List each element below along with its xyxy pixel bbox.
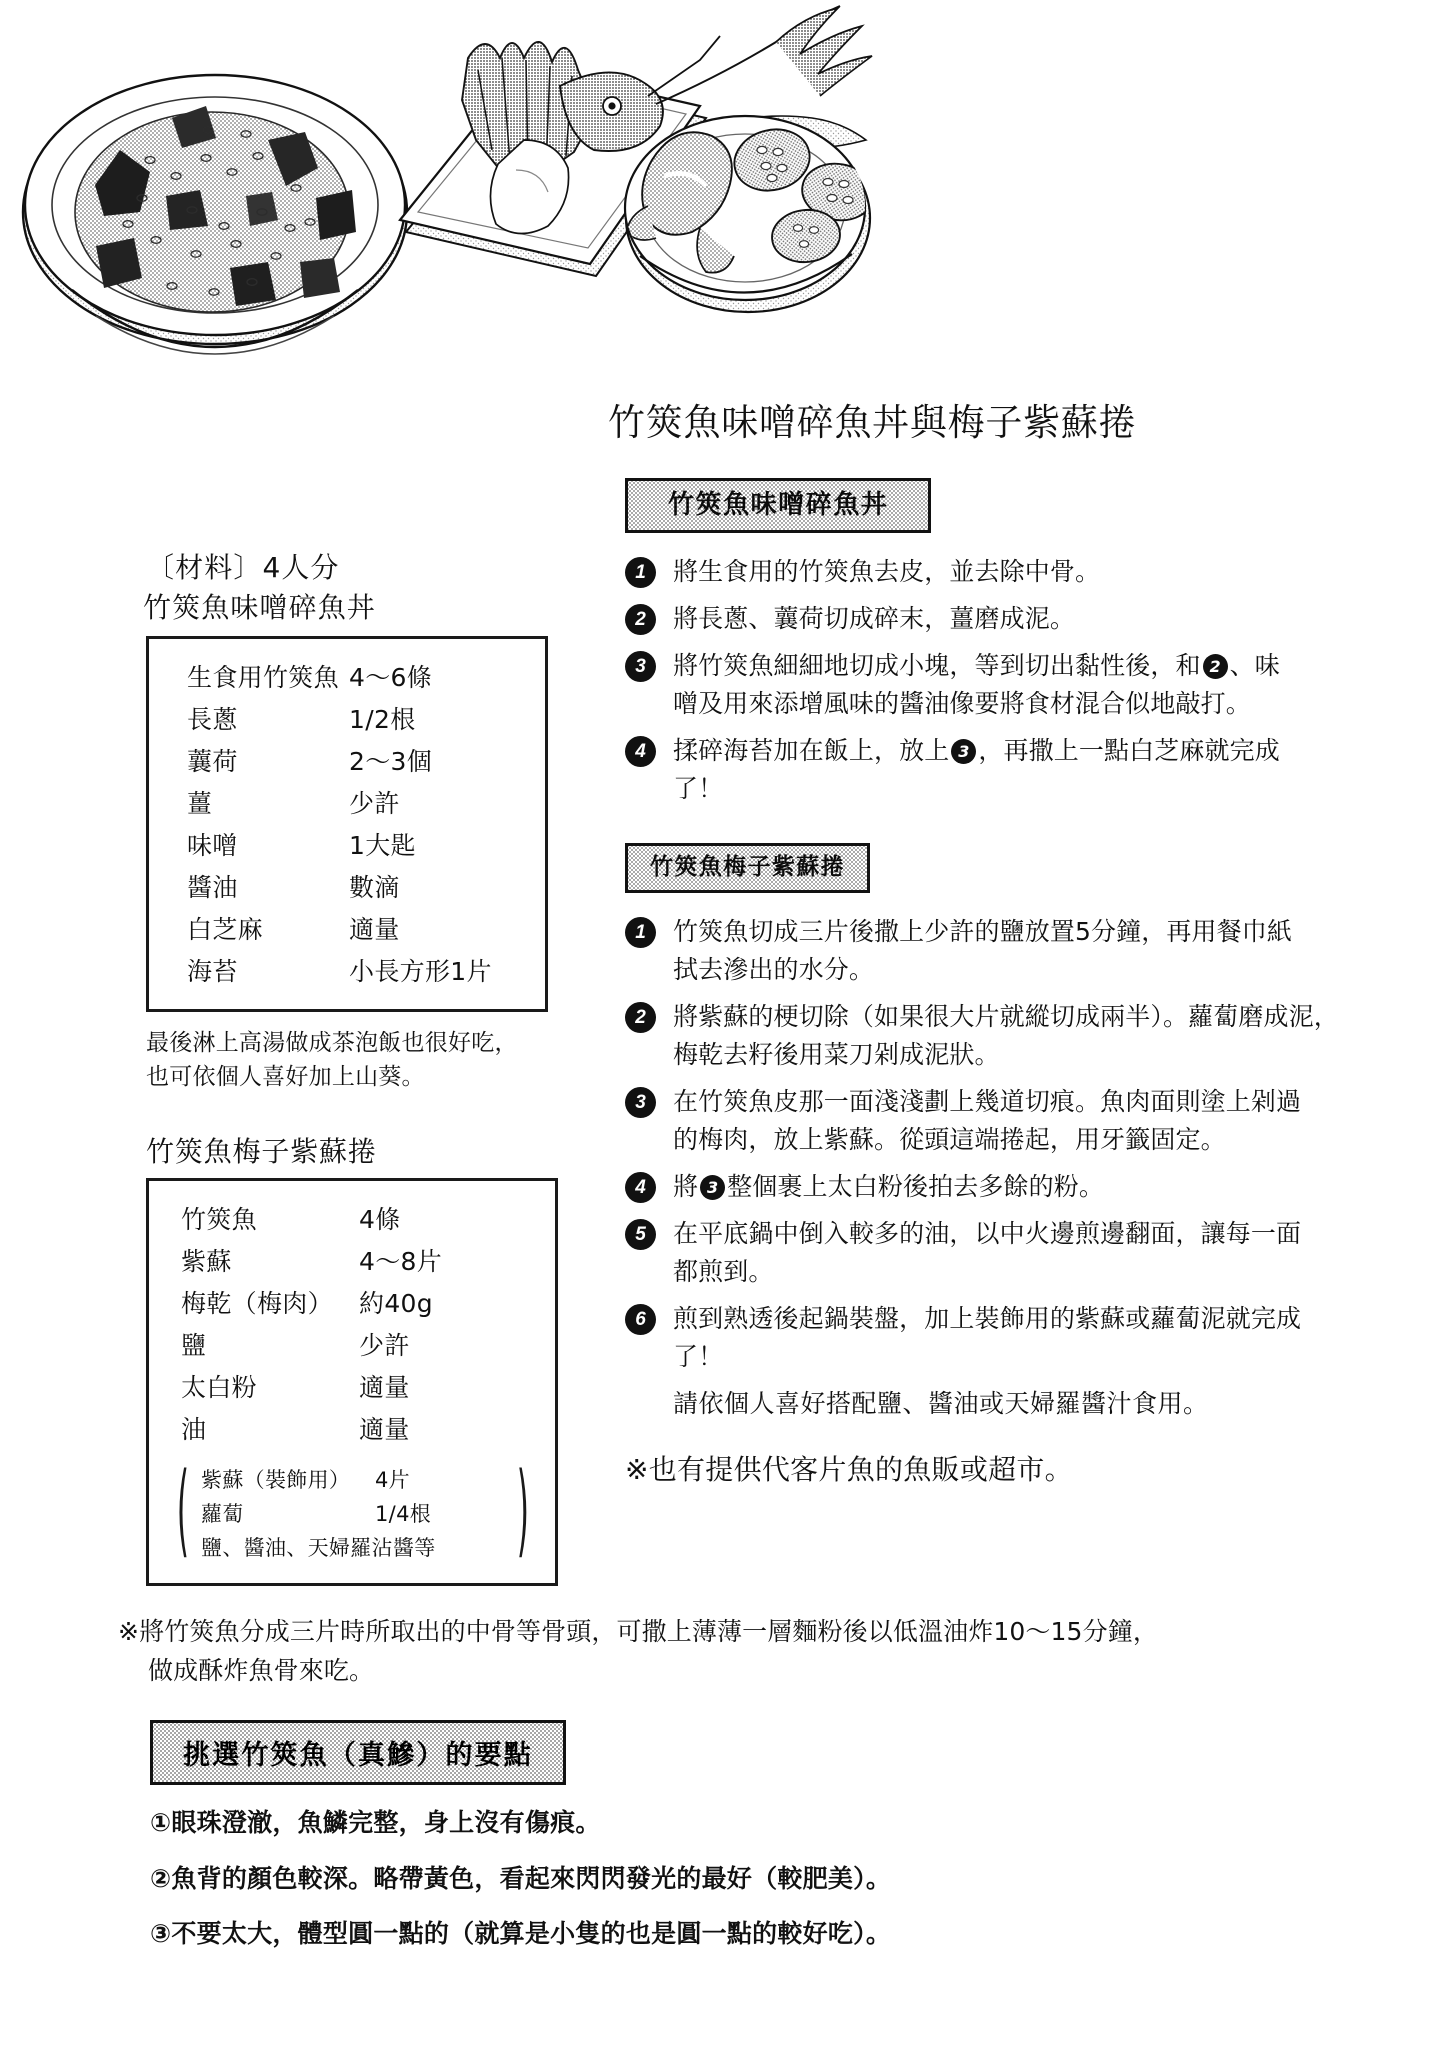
- ingredient-row: [163, 1409, 541, 1451]
- ingredient-row: [163, 1325, 541, 1367]
- materials-heading-line2: 竹筴魚味噌碎魚丼: [143, 590, 376, 624]
- step-item: [625, 1300, 1425, 1376]
- ingredient-row: [163, 1199, 541, 1241]
- step-line-part: 、味: [1229, 651, 1280, 681]
- donburi-note: [146, 1026, 566, 1094]
- step-number: 1: [625, 557, 656, 588]
- ingredient-name: 生食用竹筴魚: [187, 662, 339, 692]
- serving-suggestion: 請依個人喜好搭配鹽、醬油或天婦羅醬汁食用。: [673, 1388, 1209, 1418]
- ingredient-row: [163, 783, 531, 825]
- ingredient-qty: 數滴: [349, 872, 400, 902]
- step-item: [625, 600, 1425, 638]
- ingredient-qty: 適量: [359, 1414, 410, 1444]
- ingredient-row: [163, 867, 531, 909]
- left-paren: (: [176, 1453, 190, 1571]
- tip-item: [150, 1861, 1350, 1897]
- materials-heading-roll: 竹筴魚梅子紫蘇捲: [146, 1134, 377, 1168]
- ingredient-name: 蘘荷: [187, 746, 238, 776]
- ingredient-qty: 小長方形1片: [349, 956, 492, 986]
- ingredient-name: 薑: [187, 788, 213, 818]
- step-item: [625, 1083, 1425, 1159]
- step-line-part: ，再撒上一點白芝麻就完成: [978, 736, 1280, 766]
- ingredient-qty: 少許: [349, 788, 400, 818]
- step-line-part: 將: [673, 1171, 699, 1201]
- ingredient-row: [163, 1367, 541, 1409]
- step-item: [625, 1215, 1425, 1291]
- garnish-qty: 1/4根: [375, 1501, 432, 1526]
- garnish-name: 紫蘇（裝飾用）: [201, 1467, 351, 1492]
- ingredient-name: 油: [181, 1414, 207, 1444]
- ingredient-row: [163, 657, 531, 699]
- section-banner-roll: 竹筴魚梅子紫蘇捲: [625, 843, 870, 893]
- tip-text: 眼珠澄澈，魚鱗完整，身上沒有傷痕。: [171, 1808, 601, 1837]
- ingredients-box-donburi: [146, 636, 548, 1012]
- garnish-row: [201, 1497, 507, 1531]
- ingredient-qty: 2～3個: [349, 746, 433, 776]
- materials-heading: [143, 548, 566, 628]
- bone-note-line2: 做成酥炸魚骨來吃。: [148, 1656, 375, 1685]
- fishmonger-note: ※也有提供代客片魚的魚販或超市。: [625, 1452, 1073, 1486]
- step-text: [673, 732, 1425, 808]
- step-line: 煎到熟透後起鍋裝盤，加上裝飾用的紫蘇或蘿蔔泥就完成: [673, 1303, 1302, 1333]
- step-text: [673, 1168, 1425, 1206]
- step-text: [673, 600, 1425, 638]
- tip-item: [150, 1916, 1350, 1952]
- step-line: 在平底鍋中倒入較多的油，以中火邊煎邊翻面，讓每一面: [673, 1218, 1302, 1248]
- steps-donburi: [625, 553, 1425, 808]
- ingredients-box-roll: [146, 1178, 558, 1586]
- ingredient-name: 味噌: [187, 830, 238, 860]
- garnish-name: 蘿蔔: [201, 1501, 244, 1526]
- donburi-note-line1: 最後淋上高湯做成茶泡飯也很好吃，: [146, 1029, 518, 1056]
- tip-number: ①: [150, 1808, 172, 1837]
- step-line: 竹筴魚切成三片後撒上少許的鹽放置5分鐘，再用餐巾紙: [673, 916, 1293, 946]
- ingredient-qty: 1大匙: [349, 830, 416, 860]
- step-line-part: 整個裹上太白粉後拍去多餘的粉。: [727, 1171, 1105, 1201]
- step-line: 都煎到。: [673, 1256, 774, 1286]
- garnish-row: [201, 1463, 507, 1497]
- ingredient-name: 醬油: [187, 872, 238, 902]
- step-line: 梅乾去籽後用菜刀剁成泥狀。: [673, 1039, 1000, 1069]
- inline-step-ref: 2: [1203, 654, 1228, 679]
- step-line: 將紫蘇的梗切除（如果很大片就縱切成兩半）。蘿蔔磨成泥，: [673, 1001, 1339, 1031]
- tip-text: 魚背的顏色較深。略帶黃色，看起來閃閃發光的最好（較肥美）。: [171, 1863, 892, 1893]
- tip-item: [150, 1805, 1350, 1841]
- garnish-group: [176, 1453, 530, 1571]
- garnish-name: 鹽、醬油、天婦羅沾醬等: [201, 1535, 436, 1560]
- step-item: [625, 998, 1425, 1074]
- step-number: 3: [625, 651, 656, 682]
- step-line: 的梅肉，放上紫蘇。從頭這端捲起，用牙籤固定。: [673, 1124, 1226, 1154]
- bone-note: [118, 1612, 1368, 1690]
- step-line: 在竹筴魚皮那一面淺淺劃上幾道切痕。魚肉面則塗上剁過: [673, 1086, 1302, 1116]
- ingredient-row: [163, 825, 531, 867]
- step-item: [625, 1168, 1425, 1206]
- selection-tips-section: [150, 1720, 1350, 1952]
- ingredient-name: 竹筴魚: [181, 1204, 257, 1234]
- step-number: 3: [625, 1087, 656, 1118]
- inline-step-ref: 3: [951, 739, 976, 764]
- ingredient-row: [163, 1241, 541, 1283]
- ingredient-name: 梅乾（梅肉）: [181, 1288, 333, 1318]
- ingredient-name: 白芝麻: [187, 914, 263, 944]
- steps-roll: [625, 913, 1425, 1376]
- ingredient-row: [163, 741, 531, 783]
- ingredient-name: 鹽: [181, 1330, 207, 1360]
- step-text: [673, 647, 1425, 723]
- step-line: 將生食用的竹筴魚去皮，並去除中骨。: [673, 557, 1101, 587]
- step-text: [673, 553, 1425, 591]
- ingredient-qty: 1/2根: [349, 704, 416, 734]
- tips-banner: 挑選竹筴魚（真鰺）的要點: [150, 1720, 566, 1785]
- step-line: 將長蔥、蘘荷切成碎末，薑磨成泥。: [673, 604, 1076, 634]
- ingredient-qty: 適量: [349, 914, 400, 944]
- step-number: 2: [625, 1002, 656, 1033]
- step-item: [625, 732, 1425, 808]
- ingredient-name: 紫蘇: [181, 1246, 232, 1276]
- step-line: 噌及用來添增風味的醬油像要將食材混合似地敲打。: [673, 689, 1251, 719]
- inline-step-ref: 3: [700, 1175, 725, 1200]
- step-text: [673, 1300, 1425, 1376]
- instructions-column: [625, 478, 1425, 1491]
- illustration-area: [0, 0, 1445, 430]
- step-line-part: 揉碎海苔加在飯上，放上: [673, 736, 950, 766]
- ingredient-name: 長蔥: [187, 704, 238, 734]
- ingredient-row: [163, 951, 531, 993]
- step-line-part: 將竹筴魚細細地切成小塊，等到切出黏性後，和: [673, 651, 1201, 681]
- ingredient-row: [163, 699, 531, 741]
- materials-column: [143, 548, 566, 1586]
- minced-fish-rice-bowl-illustration: [23, 75, 407, 354]
- step-number: 4: [625, 1172, 656, 1203]
- materials-heading-line1: 〔材料〕4人分: [146, 551, 340, 584]
- ingredient-qty: 4～6條: [349, 662, 433, 692]
- tip-number: ②: [150, 1863, 172, 1893]
- ingredient-name: 海苔: [187, 956, 238, 986]
- step-text: [673, 913, 1425, 989]
- ingredient-qty: 4～8片: [359, 1246, 443, 1276]
- page-title: 竹筴魚味噌碎魚丼與梅子紫蘇捲: [608, 401, 1137, 444]
- step-number: 1: [625, 917, 656, 948]
- ingredient-qty: 4條: [359, 1204, 401, 1234]
- ingredient-qty: 少許: [359, 1330, 410, 1360]
- step-number: 5: [625, 1219, 656, 1250]
- donburi-note-line2: 也可依個人喜好加上山葵。: [146, 1063, 425, 1090]
- tip-number: ③: [150, 1919, 172, 1948]
- step-item: [625, 647, 1425, 723]
- step-text: [673, 998, 1425, 1074]
- section-banner-donburi: 竹筴魚味噌碎魚丼: [625, 478, 931, 533]
- step-number: 6: [625, 1304, 656, 1335]
- step-line: 了！: [673, 774, 724, 804]
- ingredient-name: 太白粉: [181, 1372, 257, 1402]
- step-text: [673, 1215, 1425, 1291]
- step-number: 2: [625, 604, 656, 635]
- step-line: 了！: [673, 1341, 724, 1371]
- step-item: [625, 913, 1425, 989]
- ingredient-qty: 約40g: [359, 1288, 433, 1318]
- garnish-qty: 4片: [375, 1467, 411, 1492]
- step-text: [673, 1083, 1425, 1159]
- ingredient-row: [163, 1283, 541, 1325]
- step-line: 拭去滲出的水分。: [673, 954, 875, 984]
- garnish-row: [201, 1531, 507, 1565]
- step-number: 4: [625, 736, 656, 767]
- ingredient-qty: 適量: [359, 1372, 410, 1402]
- bone-note-line1: ※將竹筴魚分成三片時所取出的中骨等骨頭，可撒上薄薄一層麵粉後以低溫油炸10～15分鐘，: [118, 1617, 1158, 1646]
- tip-text: 不要太大，體型圓一點的（就算是小隻的也是圓一點的較好吃）。: [171, 1919, 892, 1948]
- right-paren: ): [516, 1453, 530, 1571]
- ingredient-row: [163, 909, 531, 951]
- step-item: [625, 553, 1425, 591]
